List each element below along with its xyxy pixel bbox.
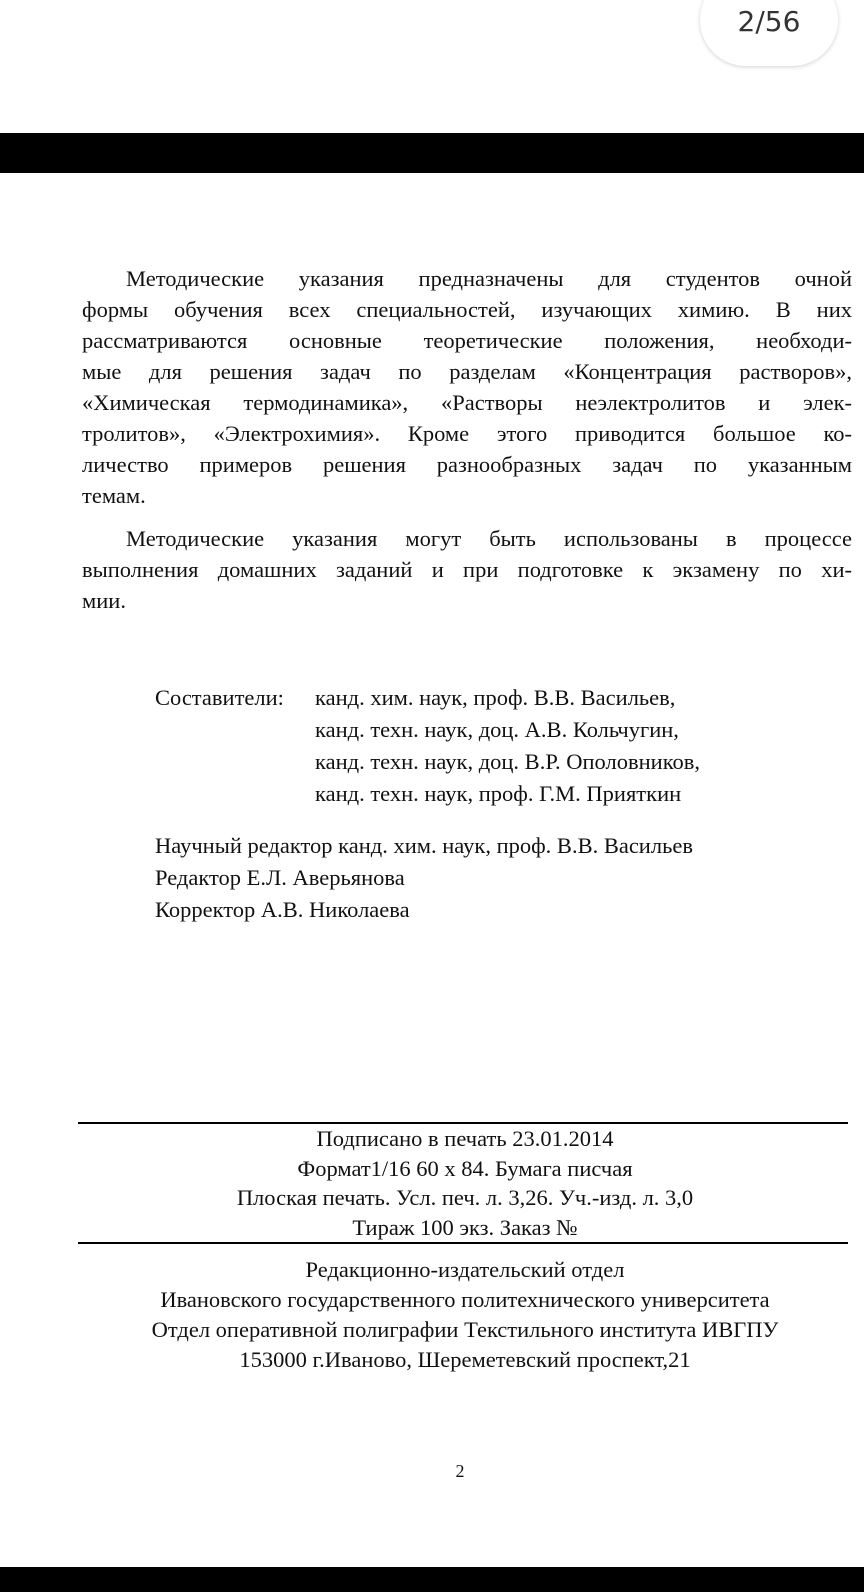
imprint-run: Тираж 100 экз. Заказ №: [352, 1214, 578, 1240]
abstract-line: «Химическая термодинамика», «Растворы неэлектролитов и элек-: [82, 390, 852, 415]
editors-block: [155, 830, 693, 926]
compilers-list: [315, 682, 700, 810]
compilers-block: [155, 682, 700, 810]
page-indicator-text: 2/56: [737, 5, 801, 38]
abstract-line: Методические указания предназначены для студентов очной: [126, 266, 852, 291]
abstract-paragraph-1: [82, 263, 852, 511]
imprint-signed: Подписано в печать 23.01.2014: [316, 1126, 614, 1151]
publisher-block: [60, 1255, 864, 1375]
imprint-format: Формат1/16 60 х 84. Бумага писчая: [297, 1155, 633, 1181]
abstract-line: тролитов», «Электрохимия». Кроме этого приводится большое ко-: [82, 421, 852, 446]
abstract-line: выполнения домашних заданий и при подготовке к экзамену по хи-: [82, 557, 852, 582]
page-number: 2: [455, 1461, 465, 1481]
publisher-address: 153000 г.Иваново, Шереметевский проспект,21: [239, 1347, 691, 1372]
compilers-label: Составители:: [155, 685, 284, 710]
abstract-line: темам.: [82, 483, 146, 508]
scientific-editor: Научный редактор канд. хим. наук, проф. В.В. Васильев: [155, 833, 693, 858]
abstract-line: мии.: [82, 588, 126, 613]
abstract-line: личество примеров решения разнообразных задач по указанным: [82, 452, 852, 477]
compiler-entry: канд. хим. наук, проф. В.В. Васильев,: [315, 685, 676, 710]
page-separator-top: [0, 133, 864, 173]
abstract-line: формы обучения всех специальностей, изучающих химию. В них: [82, 297, 852, 322]
publisher-line: Редакционно-издательский отдел: [305, 1257, 625, 1282]
compiler-entry: канд. техн. наук, доц. А.В. Кольчугин,: [315, 717, 679, 742]
imprint-bottom-rule: [78, 1242, 848, 1244]
page-indicator: [700, 0, 838, 66]
publisher-line: Ивановского государственного политехнического университета: [160, 1287, 770, 1312]
abstract-line: рассматриваются основные теоретические положения, необходи-: [82, 328, 852, 353]
imprint-block: [60, 1124, 864, 1242]
abstract-line: Методические указания могут быть использованы в процессе: [126, 526, 852, 551]
abstract-paragraph-2: [82, 523, 852, 616]
imprint-print: Плоская печать. Усл. печ. л. 3,26. Уч.-изд. л. 3,0: [236, 1185, 694, 1210]
proofreader: Корректор А.В. Николаева: [155, 897, 410, 922]
abstract-line: мые для решения задач по разделам «Концентрация растворов»,: [82, 359, 852, 384]
page-separator-bottom: [0, 1567, 864, 1592]
compiler-entry: канд. техн. наук, проф. Г.М. Прияткин: [315, 781, 682, 806]
publisher-line: Отдел оперативной полиграфии Текстильного института ИВГПУ: [151, 1317, 779, 1342]
compiler-entry: канд. техн. наук, доц. В.Р. Ополовников,: [315, 749, 700, 774]
editor: Редактор Е.Л. Аверьянова: [155, 865, 405, 890]
